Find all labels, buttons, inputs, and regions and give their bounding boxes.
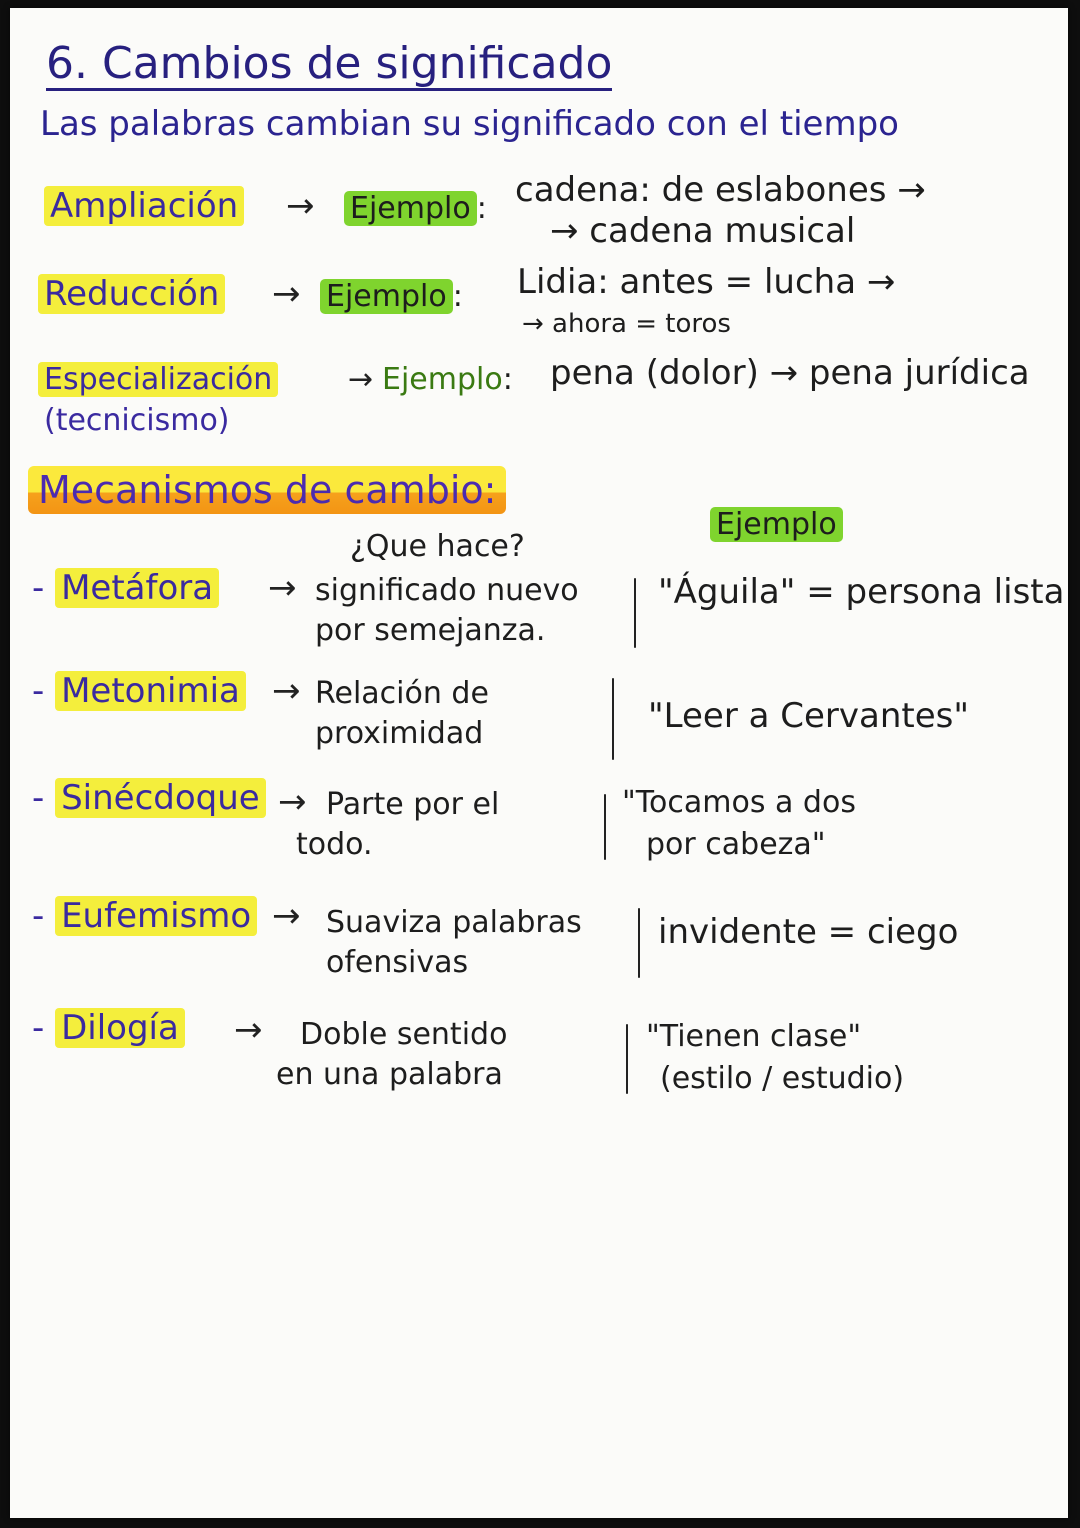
mechanism-desc2: por semejanza. — [315, 613, 546, 648]
arrow-icon: → — [268, 568, 297, 608]
arrow-icon: → — [272, 896, 301, 936]
type-reduccion — [38, 276, 225, 313]
type-note: (tecnicismo) — [44, 403, 230, 438]
column-header-what: ¿Que hace? — [350, 529, 525, 564]
separator-bracket — [604, 794, 606, 860]
mechanism-desc2: proximidad — [315, 716, 484, 751]
type-name: Ampliación — [44, 186, 244, 226]
mechanism-example1: invidente = ciego — [658, 912, 959, 952]
separator-bracket — [626, 1024, 628, 1094]
arrow-icon: → — [278, 782, 307, 822]
note-page — [10, 8, 1068, 1518]
mechanism-name: - Eufemismo — [32, 898, 257, 935]
type-ampliacion — [44, 188, 244, 225]
column-header-example: Ejemplo — [710, 508, 843, 541]
mechanism-name: - Sinécdoque — [32, 780, 266, 817]
mechanism-example2: por cabeza" — [646, 827, 826, 862]
mechanism-example1: "Águila" = persona lista — [658, 572, 1065, 612]
mechanism-desc1: significado nuevo — [315, 573, 579, 608]
mechanism-name: - Metonimia — [32, 673, 246, 710]
type-especializacion — [38, 363, 278, 396]
example-label: Ejemplo : — [344, 192, 487, 225]
arrow-icon: → — [272, 274, 301, 314]
example-line1: pena (dolor) → pena jurídica — [550, 353, 1030, 393]
mechanism-desc1: Doble sentido — [300, 1017, 508, 1052]
mechanism-name: - Dilogía — [32, 1010, 185, 1047]
mechanism-desc2: todo. — [296, 827, 373, 862]
separator-bracket — [638, 908, 640, 978]
arrow-icon: → — [234, 1010, 263, 1050]
mechanism-example2: (estilo / estudio) — [660, 1061, 905, 1096]
arrow-icon: → — [272, 671, 301, 711]
mechanism-desc1: Relación de — [315, 676, 489, 711]
example-line1: cadena: de eslabones → — [515, 170, 926, 210]
arrow-icon: → — [348, 362, 374, 397]
example-line2: → cadena musical — [550, 211, 856, 251]
arrow-icon: → — [286, 186, 315, 226]
example-line2: → ahora = toros — [522, 309, 731, 339]
mechanism-desc1: Suaviza palabras — [326, 905, 582, 940]
mechanism-desc2: ofensivas — [326, 945, 469, 980]
mechanism-example1: "Tocamos a dos — [622, 785, 856, 820]
page-title: 6. Cambios de significado — [46, 40, 612, 91]
example-line1: Lidia: antes = lucha → — [517, 262, 896, 302]
type-name: Reducción — [38, 274, 225, 314]
type-name: Especialización — [38, 362, 278, 397]
example-label: Ejemplo : — [320, 280, 463, 313]
intro-text: Las palabras cambian su significado con el tiempo — [40, 104, 899, 144]
mechanisms-heading: Mecanismos de cambio: — [28, 470, 506, 512]
mechanism-name: - Metáfora — [32, 570, 219, 607]
mechanism-desc2: en una palabra — [276, 1057, 503, 1092]
separator-bracket — [612, 678, 614, 760]
mechanism-example1: "Leer a Cervantes" — [648, 696, 969, 736]
mechanism-desc1: Parte por el — [326, 787, 500, 822]
separator-bracket — [634, 578, 636, 648]
mechanism-example1: "Tienen clase" — [646, 1019, 862, 1054]
example-label: Ejemplo: — [382, 362, 513, 397]
